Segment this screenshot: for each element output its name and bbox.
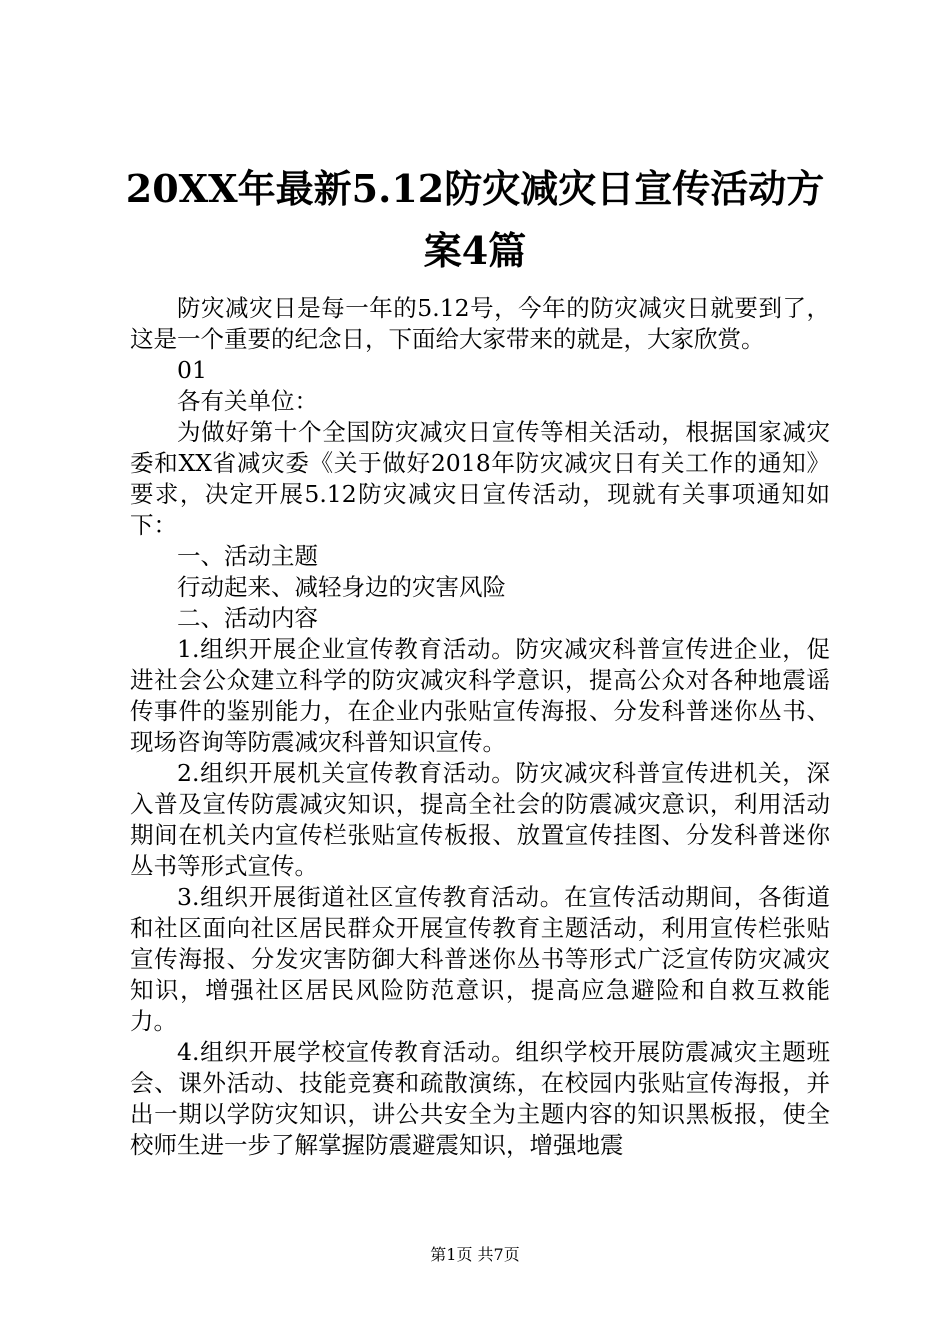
- heading-theme: 一、活动主题: [177, 542, 318, 570]
- content-item-4: 4.组织开展学校宣传教育活动。组织学校开展防震减灾主题班会、课外活动、技能竞赛和疏散演练，在校园内张贴宣传海报，并出一期以学防灾知识，讲公共安全为主题内容的知识黑板报，使全校师生进一步了解掌握防震避震知识，增强地震: [130, 1038, 830, 1159]
- page-footer: 第1页 共7页: [430, 1245, 520, 1264]
- intro-paragraph: 防灾减灾日是每一年的5.12号，今年的防灾减灾日就要到了，这是一个重要的纪念日，下面给大家带来的就是，大家欣赏。: [130, 294, 830, 353]
- document-title: 20XX年最新5.12防灾减灾日宣传活动方案4篇: [125, 166, 825, 273]
- notice-paragraph: 为做好第十个全国防灾减灾日宣传等相关活动，根据国家减灾委和XX省减灾委《关于做好2018年防灾减灾日有关工作的通知》要求，决定开展5.12防灾减灾日宣传活动，现就有关事项通知如下：: [130, 418, 830, 539]
- theme-text: 行动起来、减轻身边的灾害风险: [177, 573, 506, 601]
- content-item-3: 3.组织开展街道社区宣传教育活动。在宣传活动期间，各街道和社区面向社区居民群众开展宣传教育主题活动，利用宣传栏张贴宣传海报、分发灾害防御大科普迷你丛书等形式广泛宣传防灾减灾知识，增强社区居民风险防范意识，提高应急避险和自救互救能力。: [130, 883, 830, 1035]
- document-body: [130, 293, 830, 1161]
- heading-content: 二、活动内容: [177, 604, 318, 632]
- salutation: 各有关单位：: [177, 387, 318, 415]
- section-number: 01: [177, 356, 207, 384]
- content-item-1: 1.组织开展企业宣传教育活动。防灾减灾科普宣传进企业，促进社会公众建立科学的防灾减灾科学意识，提高公众对各种地震谣传事件的鉴别能力，在企业内张贴宣传海报、分发科普迷你丛书、现场咨询等防震减灾科普知识宣传。: [130, 635, 830, 756]
- content-item-2: 2.组织开展机关宣传教育活动。防灾减灾科普宣传进机关，深入普及宣传防震减灾知识，提高全社会的防震减灾意识，利用活动期间在机关内宣传栏张贴宣传板报、放置宣传挂图、分发科普迷你丛书等形式宣传。: [130, 759, 830, 880]
